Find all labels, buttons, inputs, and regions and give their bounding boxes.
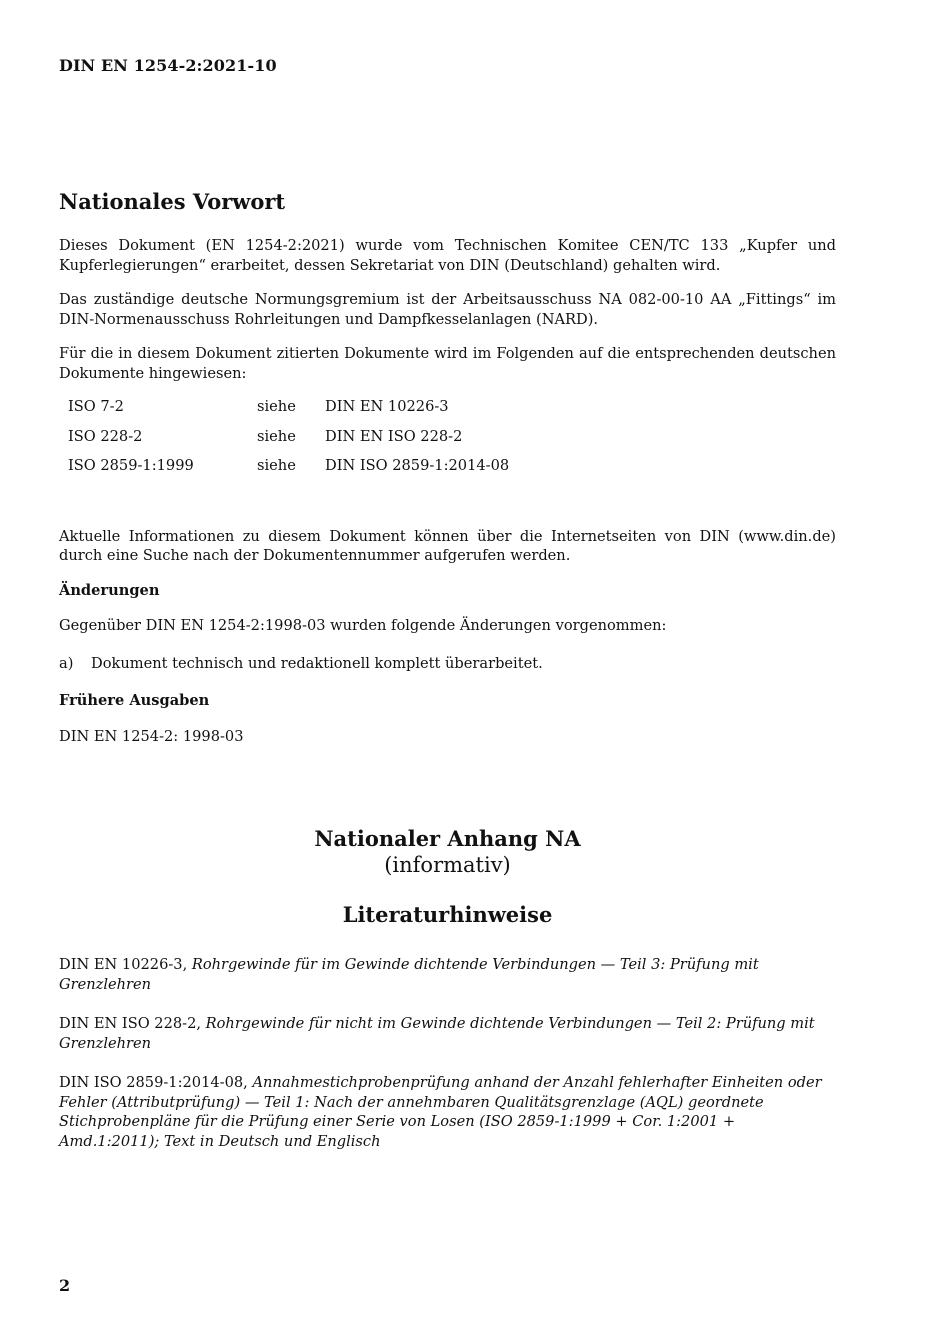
foreword-paragraph-4: Aktuelle Informationen zu diesem Dokument können über die Internetseiten von DIN (www.din.de) durch eine Suche nach der Dokumentennummer aufgerufen werden.: [59, 527, 836, 564]
changes-heading: Änderungen: [59, 581, 160, 599]
foreword-paragraph-1: Dieses Dokument (EN 1254-2:2021) wurde vom Technischen Komitee CEN/TC 133 „Kupfer und Kupferlegierungen“ erarbeitet, dessen Sekretariat von DIN (Deutschland) gehalten wird.: [59, 237, 836, 274]
reference-row: [59, 457, 509, 487]
list-marker: a): [59, 654, 74, 672]
list-item-text: Dokument technisch und redaktionell komplett überarbeitet.: [91, 654, 543, 672]
siehe-label: siehe: [257, 457, 296, 474]
bibliography-title: Literaturhinweise: [342, 902, 553, 927]
document-id-header: DIN EN 1254-2:2021-10: [59, 56, 277, 75]
bibliography-title-text: Rohrgewinde für im Gewinde dichtende Verbindungen — Teil 3: Prüfung mit Grenzlehren: [59, 956, 759, 993]
din-reference: DIN EN 10226-3: [325, 398, 449, 415]
reference-row: [59, 428, 509, 458]
iso-reference: ISO 228-2: [68, 427, 143, 445]
reference-row: [59, 398, 509, 428]
din-reference: DIN EN ISO 228-2: [325, 427, 463, 445]
annex-title: Nationaler Anhang NA: [314, 826, 581, 851]
bibliography-ref: DIN EN ISO 228-2,: [59, 1015, 206, 1032]
reference-table: [59, 398, 509, 487]
page-number: 2: [59, 1276, 71, 1295]
bibliography-title-text: Annahmestichprobenprüfung anhand der Anzahl fehlerhafter Einheiten oder Fehler (Attributprüfung) — Teil 1: Nach der annehmbaren Qualitätsgrenzlage (AQL) geordnete Stichprobenpläne für die Prüfung einer Serie von Losen (ISO 2859-1:1999 + Cor. 1:2001 + Amd.1:2011); Text in Deutsch und Englisch: [59, 1074, 822, 1150]
foreword-paragraph-3: Für die in diesem Dokument zitierten Dokumente wird im Folgenden auf die entsprechenden deutschen Dokumente hingewiesen:: [59, 345, 836, 382]
previous-editions-text: DIN EN 1254-2: 1998-03: [59, 727, 244, 745]
bibliography-title-text: Rohrgewinde für nicht im Gewinde dichtende Verbindungen — Teil 2: Prüfung mit Grenzlehren: [59, 1015, 815, 1052]
changes-intro: Gegenüber DIN EN 1254-2:1998-03 wurden folgende Änderungen vorgenommen:: [59, 617, 667, 634]
siehe-label: siehe: [257, 427, 296, 445]
bibliography-ref: DIN ISO 2859-1:2014-08,: [59, 1074, 253, 1091]
bibliography-list: [59, 955, 836, 1171]
bibliography-entry: [59, 1014, 836, 1053]
previous-editions-heading: Frühere Ausgaben: [59, 692, 210, 709]
iso-reference: ISO 2859-1:1999: [68, 457, 194, 474]
national-annex: [59, 826, 836, 928]
foreword-title: Nationales Vorwort: [59, 189, 286, 214]
iso-reference: ISO 7-2: [68, 398, 124, 415]
national-foreword: [59, 188, 836, 761]
foreword-paragraph-2: Das zuständige deutsche Normungsgremium ist der Arbeitsausschuss NA 082-00-10 AA „Fittings“ im DIN-Normenausschuss Rohrleitungen und Dampfkesselanlagen (NARD).: [59, 291, 836, 328]
list-item: [59, 654, 836, 674]
bibliography-ref: DIN EN 10226-3,: [59, 956, 192, 973]
siehe-label: siehe: [257, 398, 296, 415]
annex-subtitle: (informativ): [384, 853, 511, 877]
din-reference: DIN ISO 2859-1:2014-08: [325, 457, 510, 474]
bibliography-entry: [59, 1073, 836, 1151]
bibliography-entry: [59, 955, 836, 994]
